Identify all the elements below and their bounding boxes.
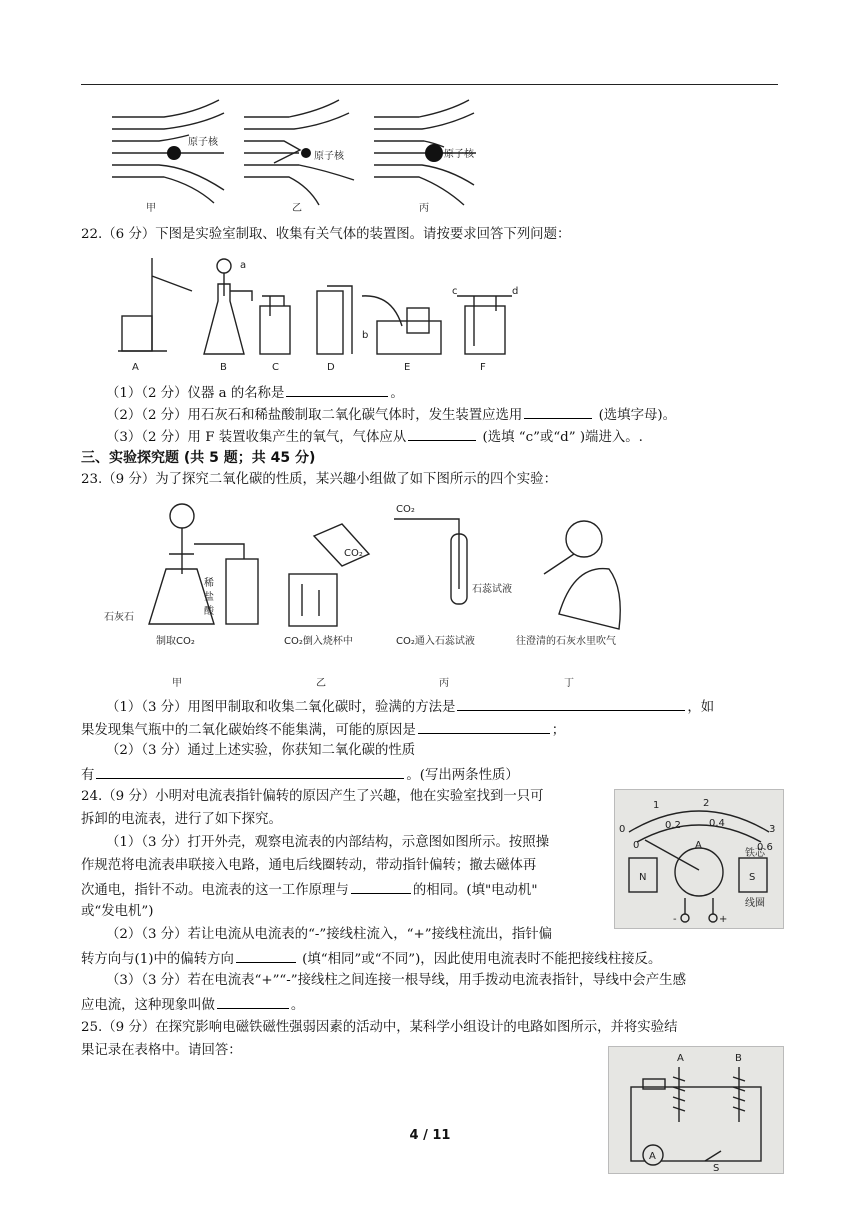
ammeter-figure xyxy=(614,789,784,929)
pole-N: N xyxy=(639,872,647,883)
header-rule xyxy=(81,84,778,85)
letter-B: B xyxy=(220,362,227,373)
q24-line2: 拆卸的电流表，进行了如下探究。 xyxy=(81,812,282,827)
q24-line9: （3）（3 分）若在电流表“+”“-”接线柱之间连接一根导线，用手拨动电流表指针，导线中会产生感 xyxy=(106,973,686,988)
terminal-minus: - xyxy=(673,914,677,925)
q23-part1-line2: 果发现集气瓶中的二氧化碳始终不能集满，可能的原因是 ； xyxy=(81,719,565,741)
fig-caption-yi: 乙 xyxy=(316,678,326,689)
q22-part1: （1）（2 分）仪器 a 的名称是 。 xyxy=(106,382,404,404)
letter-D: D xyxy=(327,362,335,373)
scale-end-3: 3 xyxy=(769,824,776,835)
scale-02: 0.2 xyxy=(665,820,681,831)
letter-F: F xyxy=(480,362,486,373)
switch-label: S xyxy=(713,1163,720,1174)
core-label: 铁芯 xyxy=(745,848,765,859)
caption-blow: 往澄清的石灰水里吹气 xyxy=(516,636,616,647)
electromagnet-circuit-figure xyxy=(608,1046,784,1174)
section-heading: 三、实验探究题 (共 5 题；共 45 分) xyxy=(81,450,316,466)
mark-d: d xyxy=(512,286,519,297)
caption-prepare: 制取CO₂ xyxy=(156,636,195,647)
magnet-A-label: A xyxy=(677,1053,684,1064)
acid-char-2: 盐 xyxy=(204,592,214,603)
q22-blank-2[interactable] xyxy=(524,404,592,419)
coil-label: 线圈 xyxy=(745,898,765,909)
q24-blank-3[interactable] xyxy=(217,994,289,1009)
acid-char-1: 稀 xyxy=(204,578,214,589)
acid-char-3: 酸 xyxy=(204,606,214,617)
q23-part1: （1）（3 分）用图甲制取和收集二氧化碳时，验满的方法是 ，如 xyxy=(106,696,714,718)
page-number: 4 / 11 xyxy=(409,1128,451,1143)
alpha-scattering-figure xyxy=(104,95,494,215)
mark-a: a xyxy=(240,260,247,271)
nucleus-label-1: 原子核 xyxy=(188,137,218,148)
q23-blank-2[interactable] xyxy=(418,719,550,734)
co2-label-beaker: CO₂ xyxy=(344,548,363,559)
gas-apparatus-figure xyxy=(112,246,532,376)
q24-line8: 转方向与(1)中的偏转方向 (填“相同”或“不同”)，因此使用电流表时不能把接线柱接反。 xyxy=(81,948,661,970)
q23-stem: 23.（9 分）为了探究二氧化碳的性质，某兴趣小组做了如下图所示的四个实验： xyxy=(81,472,557,487)
q24-line4: 作规范将电流表串联接入电路，通电后线圈转动，带动指针偏转；撤去磁体再 xyxy=(81,858,537,873)
q25-line1: 25.（9 分）在探究影响电磁铁磁性强弱因素的活动中，某科学小组设计的电路如图所示，并将实验结 xyxy=(81,1020,678,1035)
caption-yi: 乙 xyxy=(292,203,302,214)
co2-experiments-figure xyxy=(104,494,674,694)
scale-04: 0.4 xyxy=(709,818,725,829)
q24-line7: （2）（3 分）若让电流从电流表的“-”接线柱流入，“+”接线柱流出，指针偏 xyxy=(106,927,553,942)
scale-end-06: 0.6 xyxy=(757,842,773,853)
q23-blank-1[interactable] xyxy=(457,696,685,711)
scale-2: 2 xyxy=(703,798,710,809)
meter-A: A xyxy=(695,840,702,851)
magnet-B-label: B xyxy=(735,1053,742,1064)
caption-pour: CO₂倒入烧杯中 xyxy=(284,636,353,647)
q24-line5: 次通电，指针不动。电流表的这一工作原理与 的相同。(填"电动机" xyxy=(81,879,537,901)
nucleus-label-3: 原子核 xyxy=(444,149,474,160)
q22-stem: 22.（6 分）下图是实验室制取、收集有关气体的装置图。请按要求回答下列问题： xyxy=(81,227,571,242)
q23-blank-3[interactable] xyxy=(96,764,404,779)
q22-part3: （3）（2 分）用 F 装置收集产生的氧气，气体应从 (选填 “c”或“d” )端进入。. xyxy=(106,426,643,448)
q25-line2: 果记录在表格中。请回答： xyxy=(81,1043,242,1058)
mark-b: b xyxy=(362,330,369,341)
q22-blank-3[interactable] xyxy=(408,426,476,441)
litmus-label: 石蕊试液 xyxy=(472,584,512,595)
q24-blank-2[interactable] xyxy=(236,948,296,963)
mark-c: c xyxy=(452,286,458,297)
pole-S: S xyxy=(749,872,756,883)
caption-litmus: CO₂通入石蕊试液 xyxy=(396,636,475,647)
q22-part2: （2）（2 分）用石灰石和稀盐酸制取二氧化碳气体时，发生装置应选用 (选填字母)。 xyxy=(106,404,676,426)
caption-jia: 甲 xyxy=(146,203,156,214)
q24-line6: 或“发电机”) xyxy=(81,904,154,919)
co2-label-tube: CO₂ xyxy=(396,504,415,515)
q24-line10: 应电流，这种现象叫做 。 xyxy=(81,994,304,1016)
limestone-label: 石灰石 xyxy=(104,612,134,623)
fig-caption-jia: 甲 xyxy=(172,678,182,689)
nucleus-label-2: 原子核 xyxy=(314,151,344,162)
terminal-plus: + xyxy=(719,914,728,925)
fig-caption-ding: 丁 xyxy=(564,678,574,689)
q22-blank-1[interactable] xyxy=(286,382,388,397)
q23-part2-line2: 有 。(写出两条性质） xyxy=(81,764,519,786)
ammeter-label: A xyxy=(649,1151,656,1162)
letter-E: E xyxy=(404,362,411,373)
letter-C: C xyxy=(272,362,279,373)
scale-end-0b: 0 xyxy=(633,840,640,851)
scale-end-0: 0 xyxy=(619,824,626,835)
fig-caption-bing: 丙 xyxy=(439,678,449,689)
q24-line3: （1）（3 分）打开外壳，观察电流表的内部结构，示意图如图所示。按照操 xyxy=(106,835,550,850)
caption-bing: 丙 xyxy=(419,203,429,214)
q23-part2: （2）（3 分）通过上述实验，你获知二氧化碳的性质 xyxy=(106,743,416,758)
scale-1: 1 xyxy=(653,800,660,811)
q24-line1: 24.（9 分）小明对电流表指针偏转的原因产生了兴趣，他在实验室找到一只可 xyxy=(81,789,544,804)
letter-A: A xyxy=(132,362,139,373)
q24-blank-1[interactable] xyxy=(351,879,411,894)
